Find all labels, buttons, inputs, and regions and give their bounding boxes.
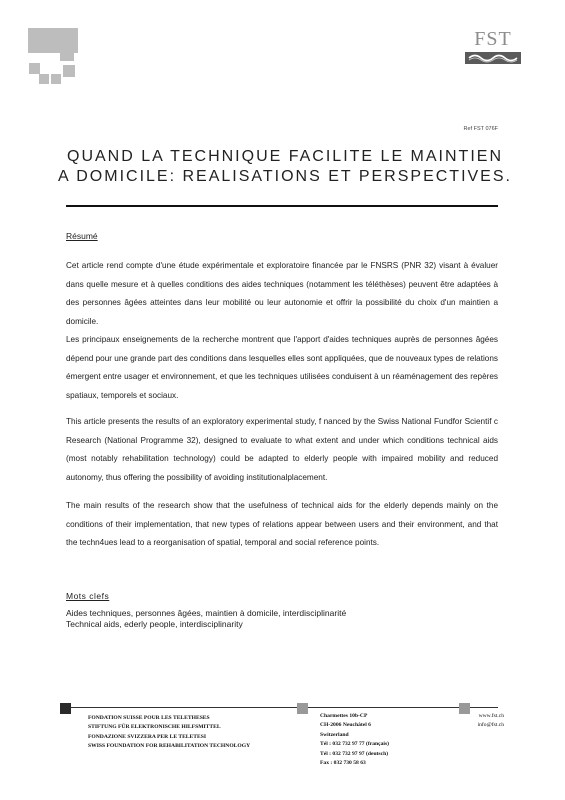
decorative-square — [51, 74, 61, 84]
abstract-en-paragraph-2: The main results of the research show that the usefulness of technical aids for the elderly depends mainly on the conditions of their implementation, that new types of relations appear between users and their environment, and that the techn4ues lead to a reorganisation of spatial, temporal and social reference points. — [66, 501, 498, 547]
footer-web — [458, 712, 504, 731]
footer-foundation-names — [88, 714, 250, 752]
decorative-square — [63, 65, 75, 77]
footer-address — [320, 712, 389, 768]
logo-text: FST — [474, 28, 512, 50]
abstract-en-paragraph-1: This article presents the results of an exploratory experimental study, f nanced by the Swiss National Fundfor Scientif c Research (National Programme 32), designed to evaluate to what extent and under which conditions technical aids (most notably rehabilitation technology) could be adapted to elderly people with impaired mobility and reduced autonomy, thus offering the possibility of avoiding institutionalplacement. — [66, 417, 498, 482]
decorative-square — [28, 28, 53, 53]
keywords-heading: Mots clefs — [66, 591, 110, 601]
address-line: Switzerland — [320, 731, 349, 738]
footer-divider — [66, 707, 498, 708]
foundation-name: FONDAZIONE SVIZZERA PER LE TELETESI — [88, 733, 207, 740]
phone-line: Tél : 032 732 97 97 (deutsch) — [320, 750, 389, 757]
foundation-name: SWISS FOUNDATION FOR REHABILITATION TECHNOLOGY — [88, 743, 251, 750]
fax-line: Fax : 032 730 58 63 — [320, 760, 366, 767]
email-link[interactable]: info@fst.ch — [477, 722, 504, 729]
decorative-square — [29, 63, 40, 74]
footer-square — [60, 703, 71, 714]
keywords-fr: Aides techniques, personnes âgées, maintien à domicile, interdisciplinarité — [66, 608, 347, 618]
abstract-fr-paragraph-1: Cet article rend compte d'une étude expérimentale et exploratoire financée par le FNSRS (PNR 32) visant à évaluer dans quelle mesure et à quelles conditions des aides techniques (notamment les téléthèses) peuvent être adaptées à des personnes âgées atteintes dans leur mobilité ou leur autonomie et offrir la possibilité du choix d'un maintien a domicile. — [66, 261, 498, 326]
phone-line: Tél : 032 732 97 77 (français) — [320, 741, 389, 748]
footer-square — [297, 703, 308, 714]
logo-wave-icon — [465, 52, 521, 64]
title-divider — [66, 205, 498, 207]
resume-heading: Résumé — [66, 231, 98, 241]
decorative-square — [39, 74, 49, 84]
foundation-name: FONDATION SUISSE POUR LES TELETHESES — [88, 715, 210, 721]
address-line: Charmettes 10b-CP — [320, 713, 368, 719]
fst-logo — [463, 28, 523, 70]
page-title — [50, 147, 520, 187]
website-link[interactable]: www.fst.ch — [478, 713, 504, 719]
decorative-square — [60, 47, 74, 61]
reference-code: Ref FST 076F — [463, 126, 498, 132]
title-line-2: A DOMICILE: REALISATIONS ET PERSPECTIVES. — [58, 168, 512, 185]
foundation-name: STIFTUNG FÜR ELEKTRONISCHE HILFSMITTEL — [88, 724, 221, 731]
title-line-1: QUAND LA TECHNIQUE FACILITE LE MAINTIEN — [67, 148, 503, 165]
keywords-en: Technical aids, ederly people, interdisciplinarity — [66, 619, 243, 629]
abstract-fr-paragraph-2: Les principaux enseignements de la recherche montrent que l'apport d'aides techniques auprès de personnes âgées dépend pour une grande part des conditions dans lesquelles elles sont appliquées, que de nouveaux types de relations émergent entre usager et environnement, et que les techniques utilisées conduisent à un réaménagement des repères spatiaux, temporels et sociaux. — [66, 335, 498, 400]
address-line: CH-2006 Neuchâtel 6 — [320, 722, 371, 729]
